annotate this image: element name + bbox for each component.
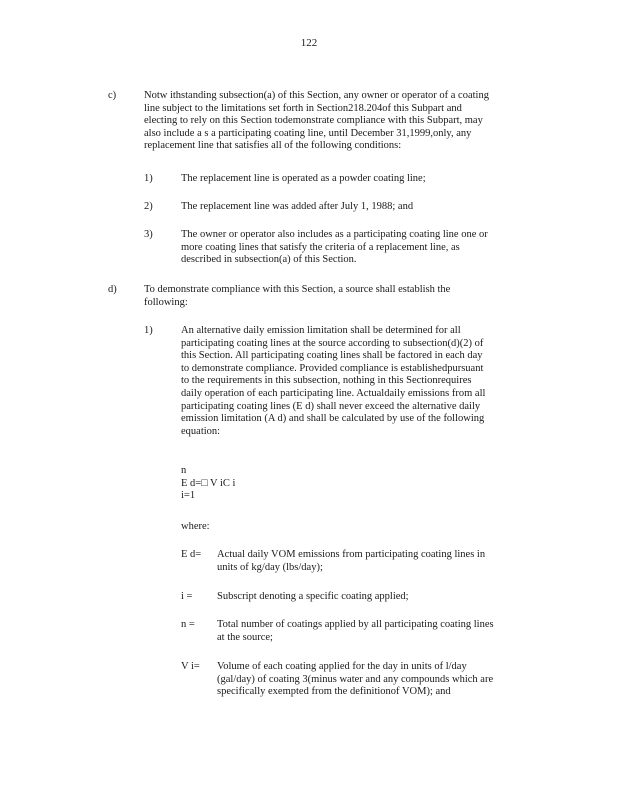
definition-symbol-ed: E d= bbox=[181, 549, 202, 560]
subsection-c-item-2-text: The replacement line was added after July 1, 1988; and bbox=[181, 201, 414, 212]
subsection-d-item-1-text: An alternative daily emission limitation shall be determined for all participating coating lines at the source according to subsection(d)(2) of this Section. All participating coating lines shall be factored in each day to demonstrate compliance. Provided compliance is establishedpursuant to the requirements in this subsection, nothing in this Sectionrequires daily operation of each participating line. Actualdaily emissions from all participating coating lines (E d) shall never exceed the alternative daily emission limitation (A d) and shall be calculated by use of the following equation: bbox=[181, 325, 486, 437]
subsection-c bbox=[0, 90, 618, 270]
subsection-c-text: Notw ithstanding subsection(a) of this Section, any owner or operator of a coating line subject to the limitations set forth in Section218.204of this Subpart and electing to rely on this Section todemonstrate compliance with this Subpart, may also include a s a participating coating line, until December 31,1999,only, any replacement line that satisfies all of the following conditions: bbox=[144, 90, 489, 152]
definition-text-i: Subscript denoting a specific coating applied; bbox=[217, 591, 409, 602]
emission-equation: n E d=□ V iC i i=1 bbox=[181, 465, 236, 502]
subsection-d-text: To demonstrate compliance with this Section, a source shall establish the following: bbox=[144, 284, 451, 308]
subsection-c-item-3-label: 3) bbox=[144, 229, 153, 240]
subsection-c-item-1-text: The replacement line is operated as a powder coating line; bbox=[181, 173, 426, 184]
subsection-d bbox=[0, 284, 618, 734]
subsection-c-item-2-label: 2) bbox=[144, 201, 153, 212]
page-number: 122 bbox=[300, 37, 318, 49]
where-label: where: bbox=[181, 521, 210, 532]
subsection-c-item-1-label: 1) bbox=[144, 173, 153, 184]
subsection-c-label: c) bbox=[108, 90, 117, 101]
subsection-d-item-1-label: 1) bbox=[144, 325, 153, 336]
definition-symbol-n: n = bbox=[181, 619, 195, 630]
definition-symbol-vi: V i= bbox=[181, 661, 200, 672]
definition-text-ed: Actual daily VOM emissions from participating coating lines in units of kg/day (lbs/day); bbox=[217, 549, 486, 573]
definition-text-n: Total number of coatings applied by all participating coating lines at the source; bbox=[217, 619, 494, 643]
definition-text-vi: Volume of each coating applied for the day in units of l/day (gal/day) of coating 3(minus water and any compounds which are specifically exempted from the definitionof VOM); and bbox=[217, 661, 494, 698]
subsection-c-item-3-text: The owner or operator also includes as a participating coating line one or more coating lines that satisfy the criteria of a replacement line, as described in subsection(a) of this Section. bbox=[181, 229, 488, 266]
definition-symbol-i: i = bbox=[181, 591, 193, 602]
subsection-d-label: d) bbox=[108, 284, 117, 295]
